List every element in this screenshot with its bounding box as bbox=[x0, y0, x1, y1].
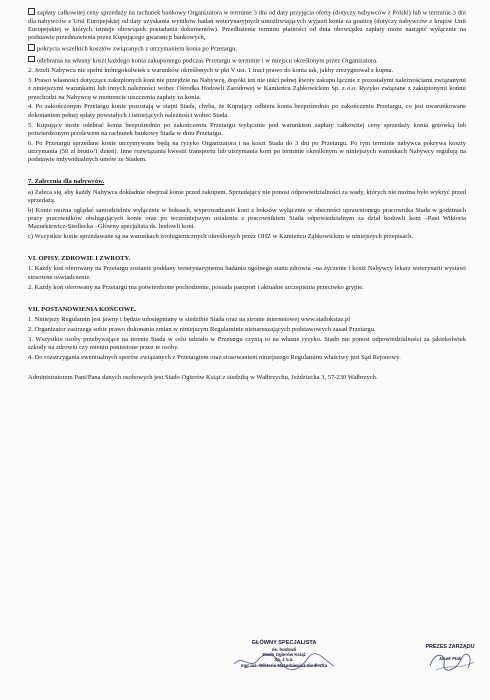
section-heading-recommendations: 7. Zalecenia dla nabywców. bbox=[28, 178, 105, 186]
health-list bbox=[28, 265, 466, 291]
stamp-line: mgr inż. Wiktoria Mazurkiewicz-Siedlecka bbox=[240, 662, 328, 668]
data-administrator-note: Administratorem Pani/Pana danych osobowych jest Stado Ogierów Książ z siedzibą w Wałbrzychu, Jeździecka 3, 57-230 Wałbrzych. bbox=[28, 374, 378, 382]
health-item: 2. Każdy koń oferowany na Przetargu ma potwierdzone pochodzenie, posiada paszport i aktualne szczepienia przeciwko grypie. bbox=[28, 283, 364, 291]
final-item: 2. Organizator zastrzega sobie prawo dokonania zmian w niniejszym Regulaminie nienaruszających podstawowych zasad Przetargu. bbox=[28, 325, 376, 333]
checkbox-bullet-icon bbox=[28, 8, 35, 15]
section-heading-final: VII. POSTANOWIENIA KOŃCOWE. bbox=[28, 305, 137, 313]
stamp-line: ds. hodowli bbox=[271, 646, 297, 652]
stamp-line: Stado Ogierów Książ bbox=[262, 652, 306, 657]
final-provisions-list bbox=[28, 316, 466, 362]
condition-item: zapłaty całkowitej ceny sprzedaży na rachunek bankowy Organizatora w terminie 3 dni od daty przyjęcia oferty (dotyczy nabywców z Polski) lub w terminie 3 dni dla nabywców z Unii Europejskiej od daty uzyskania wyników badań weterynaryjnych umożliwiających wyjazd konia za granicę (dotyczy nabywców z krajów Unii Europejskiej w których istnieje obowiązek posiadania dokumentów). Przedłużenie terminu płatności od dnia obowiązku zapłaty może nastąpić wyłącznie na podstawie przedstawienia przez Kupującego gwarancji bankowych, bbox=[28, 9, 466, 42]
section-heading-health: VI. OPISY, ZDROWIE I ZWROTY. bbox=[28, 255, 131, 263]
numbered-paragraph: 2. Jeżeli Nabywca nie spełni któregokolwiek z warunków określonych w pkt V ust. 1 traci prawo do konia tak, jakby zrezygnował z kupna. bbox=[28, 67, 394, 75]
stamp-title: PREZES ZARZĄDU bbox=[425, 644, 475, 650]
condition-item: odebrania na własny koszt każdego konia zakupionego podczas Przetargu w terminie i w miejscu określonym przez Organizatora. bbox=[28, 56, 466, 66]
board-president-stamp bbox=[412, 644, 488, 663]
numbered-paragraph: 3. Prawo własności dotyczące zakupionych koni nie przejdzie na Nabywcę, dopóki ten nie uiści pełnej kwoty zakupu łącznie z pozostałymi należnościami związanymi z niniejszymi warunkami lub innych należności wobec Ośrodka Hodowli Zarodowej w Kamieńcu Ząbkowickim Sp. z o.o. Ryzyko związane z zakupionymi końmi przechodzi na Nabywcę w momencie uiszczenia zapłaty za konia. bbox=[28, 76, 466, 101]
final-item: 3. Wszystkie osoby przebywające na terenie Stada w celu udziału w Przetargu czynią to na własne ryzyko. Stado nie ponosi odpowiedzialności za jakiekolwiek szkody na zdrowiu czy mieniu poniesione przez te osoby. bbox=[28, 335, 466, 351]
numbered-paragraph: 6. Po Przetargu sprzedane konie utrzymywane będą na ryzyko Organizatora i na koszt Stada do 3 dni po Przetargu. Po tym terminie nabywca pokrywa koszty utrzymania (50 zł brutto/1 dzień). Inne rozwiązania kwestii transportu lub utrzymania koni po terminie określonym w niniejszych warunkach Nabywcy regulują na podstawie indywidualnych umów ze Stadem. bbox=[28, 139, 466, 164]
stamp-title: GŁÓWNY SPECJALISTA bbox=[251, 640, 317, 646]
recommendation-item: a) Zaleca się, aby każdy Nabywca dokładnie obejrzał konie przed zakupem. Sprzedający nie ponosi odpowiedzialności za wady, których nie można było wykryć przed sprzedażą. bbox=[28, 188, 466, 204]
payment-conditions bbox=[28, 8, 466, 165]
stamp-name: Jacek Ptak bbox=[438, 656, 462, 662]
recommendation-item: c) Wszystkie konie sprzedawane są na warunkach zoohigienicznych określonych przez OHZ w Kamieńcu Ząbkowickim w niniejszych przepisach. bbox=[28, 233, 414, 241]
numbered-paragraph: 4. Po zakończonym Przetargu konie pozostają w stajni Stada, chyba, że Kupujący odbiera konia bezpośrednio po zakończeniu Przetargu, co jest uwarunkowane dokonaniem pełnej spłaty powstałych i istniejących należności wobec Stada. bbox=[28, 103, 466, 119]
condition-item: pokrycia wszelkich kosztów związanych z utrzymaniem konia po Przetargu, bbox=[28, 44, 466, 54]
recommendation-item: b) Konie można oglądać samodzielnie wyłącznie w boksach, wyprowadzanie koni z boksów wyłącznie w obecności uprawnionego pracownika Stada w godzinach pracy pracowników obsługujących konie oraz po wcześniejszym ustaleniu z pracownikiem Stada odpowiedzialnym za dział hodowli koni –Pani Wiktoria Mazurkiewicz-Siedlecka –Główny specjalista ds. hodowli koni. bbox=[28, 206, 466, 231]
numbered-paragraph: 5. Kupujący może odebrać konia bezpośrednio po zakończeniu Przetargu wyłącznie pod warunkiem zapłaty całkowitej ceny sprzedaży konia gotówką lub potwierdzonym przelewem na rachunek bankowy Stada w dniu Przetargu. bbox=[28, 121, 466, 137]
checkbox-bullet-icon bbox=[28, 44, 35, 51]
final-item: 1. Niniejszy Regulamin jest jawny i będzie udostępniany w siedzibie Stada oraz na stronie internetowej www.stadoksiaz.pl bbox=[28, 315, 351, 323]
recommendations-list bbox=[28, 189, 466, 242]
checkbox-bullet-icon bbox=[28, 56, 35, 63]
final-item: 4. Do rozstrzygania ewentualnych sporów związanych z Przetargiem oraz stosowaniem niniejszego Regulaminu właściwy jest Sąd Rejonowy. bbox=[28, 353, 401, 361]
chief-specialist-stamp bbox=[204, 640, 364, 668]
stamp-line: Sp. z o.o. bbox=[274, 657, 294, 663]
health-item: 1. Każdy koń oferowany na Przetargu zostanie poddany weterynaryjnemu badaniu ogólnego stanu zdrowia –na życzenie i koszt Nabywcy lekarz weterynarii wystawi stosowne oświadczenie. bbox=[28, 265, 466, 281]
